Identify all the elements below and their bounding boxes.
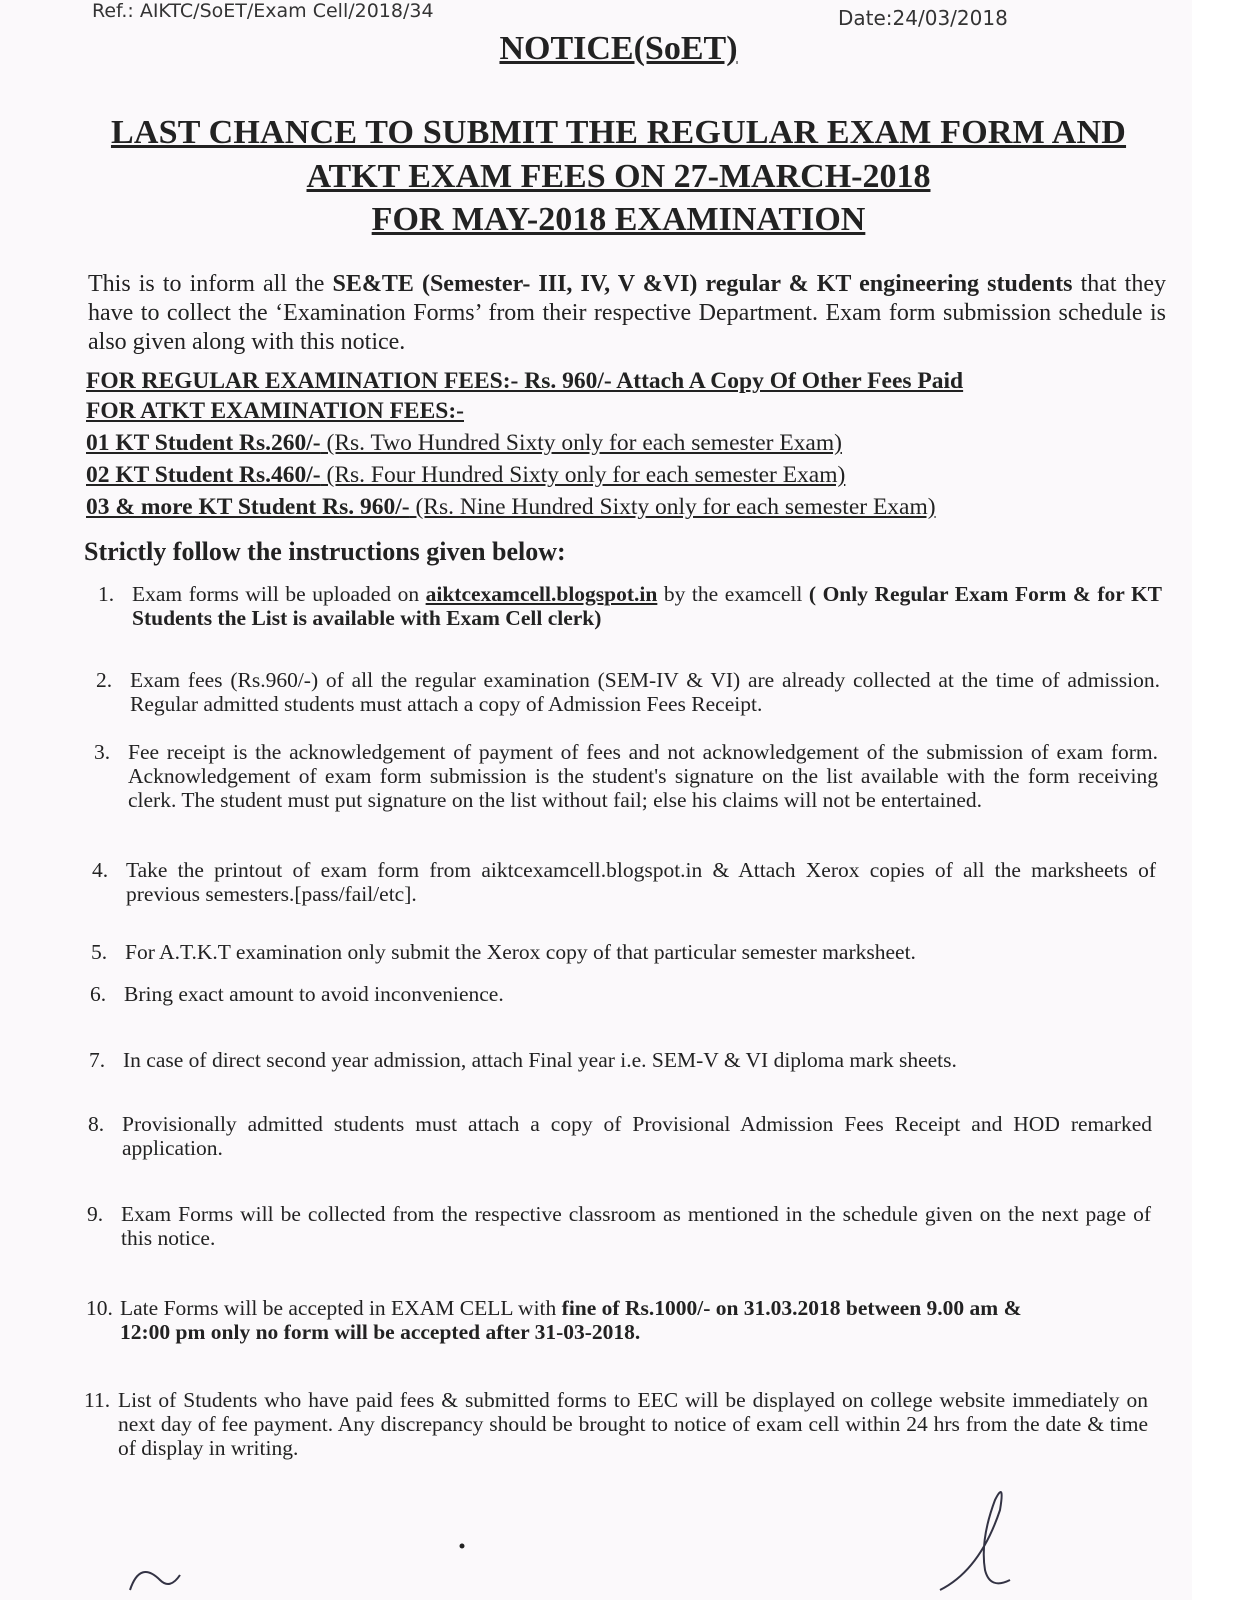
regular-fee-text: FOR REGULAR EXAMINATION FEES:- Rs. 960/- Attach A Copy Of Other Fees Paid [86,368,964,394]
kt-fee-row [86,430,842,457]
notice-title: NOTICE(SoET) [499,30,738,67]
kt-fee-label: 01 KT Student Rs.260/- [86,430,321,456]
instruction-text: Provisionally admitted students must attach a copy of Provisional Admission Fees Receipt and HOD remarked application. [122,1112,1152,1160]
ink-dot [460,1544,465,1549]
instruction-item [94,740,1158,812]
instruction-text: For A.T.K.T examination only submit the Xerox copy of that particular semester marksheet. [125,940,916,964]
instruction-text: Exam forms will be uploaded on [132,582,426,606]
instruction-item [87,1202,1151,1250]
instruction-number: 5. [91,940,108,964]
regular-fee-line [86,368,963,395]
kt-fee-label: 02 KT Student Rs.460/- [86,462,321,488]
instruction-number: 3. [94,740,111,764]
kt-fee-row [86,494,936,521]
kt-fee-label: 03 & more KT Student Rs. 960/- [86,494,410,520]
scan-edge [1192,0,1237,1600]
headline-line-3: FOR MAY-2018 EXAMINATION [371,201,866,238]
headline-line-1: LAST CHANCE TO SUBMIT THE REGULAR EXAM FORM AND [110,114,1127,151]
intro-paragraph [88,270,1166,357]
instruction-text: Bring exact amount to avoid inconvenience. [124,982,504,1006]
right-signature-stroke [940,1492,1010,1590]
instruction-text: List of Students who have paid fees & submitted forms to EEC will be displayed on college website immediately on next day of fee payment. Any discrepancy should be brought to notice of exam cell within 24 hrs from the date & time of display in writing. [118,1388,1148,1460]
instruction-bold-text: fine of Rs.1000/- on 31.03.2018 between 9.00 am & 12:00 pm only no form will be accepted after 31-03-2018. [120,1296,1022,1344]
instruction-text: Fee receipt is the acknowledgement of payment of fees and not acknowledgement of the submission of exam form. Acknowledgement of exam form submission is the student's signature on the list available with the form receiving clerk. The student must put signature on the list without fail; else his claims will not be entertained. [128,740,1158,812]
instruction-item [88,1112,1152,1160]
instruction-item [90,982,1154,1006]
reference-number: Ref.: AIKTC/SoET/Exam Cell/2018/34 [92,0,434,22]
instruction-text: Take the printout of exam form from aiktcexamcell.blogspot.in & Attach Xerox copies of all the marksheets of previous semesters.[pass/fail/etc]. [126,858,1156,906]
kt-fee-detail: (Rs. Two Hundred Sixty only for each semester Exam) [320,430,842,456]
exam-cell-blog-link[interactable]: aiktcexamcell.blogspot.in [425,582,658,606]
instruction-item [96,668,1160,716]
instruction-number: 2. [96,668,113,692]
signature-strokes [120,1490,1120,1600]
kt-fee-detail: (Rs. Nine Hundred Sixty only for each semester Exam) [409,494,936,520]
instruction-text: Exam Forms will be collected from the respective classroom as mentioned in the schedule given on the next page of this notice. [121,1202,1151,1250]
intro-bold-audience: SE&TE (Semester- III, IV, V &VI) regular & KT engineering students [332,271,1073,297]
instruction-text: Exam fees (Rs.960/-) of all the regular examination (SEM-IV & VI) are already collected at the time of admission. Regular admitted students must attach a copy of Admission Fees Receipt. [130,668,1160,716]
instruction-text: In case of direct second year admission, attach Final year i.e. SEM-V & VI diploma mark sheets. [123,1048,957,1072]
headline-line-2: ATKT EXAM FEES ON 27-MARCH-2018 [306,158,931,195]
instruction-number: 1. [98,582,115,606]
instruction-number: 4. [92,858,109,882]
instruction-text: Late Forms will be accepted in EXAM CELL with [120,1296,562,1320]
instruction-number: 8. [88,1112,105,1136]
instruction-item [91,940,1155,964]
instruction-text: by the examcell [657,582,809,606]
instruction-bold-text: ( Only Regular Exam Form & for KT Students the List is available with Exam Cell clerk) [132,582,1163,630]
instruction-number: 11. [84,1388,111,1412]
kt-fee-detail: (Rs. Four Hundred Sixty only for each semester Exam) [320,462,846,488]
instruction-number: 6. [90,982,107,1006]
instruction-item [84,1388,1148,1460]
instructions-heading: Strictly follow the instructions given below: [84,537,566,566]
instruction-number: 10. [86,1296,113,1320]
notice-date: Date:24/03/2018 [838,6,1008,30]
intro-text-end: that they have to collect the ‘Examination Forms’ from their respective Department. Exam form submission schedule is also given along with this notice. [88,271,1166,355]
instruction-number: 9. [87,1202,104,1226]
instruction-item [92,858,1156,906]
instruction-item [98,582,1163,630]
intro-text-start: This is to inform all the [88,271,333,297]
atkt-fee-text: FOR ATKT EXAMINATION FEES:- [86,398,464,424]
kt-fee-row [86,462,845,489]
instruction-number: 7. [89,1048,106,1072]
instruction-item [89,1048,1153,1072]
atkt-fee-heading [86,398,464,425]
left-signature-stroke [130,1572,180,1590]
instruction-item [86,1296,1060,1344]
